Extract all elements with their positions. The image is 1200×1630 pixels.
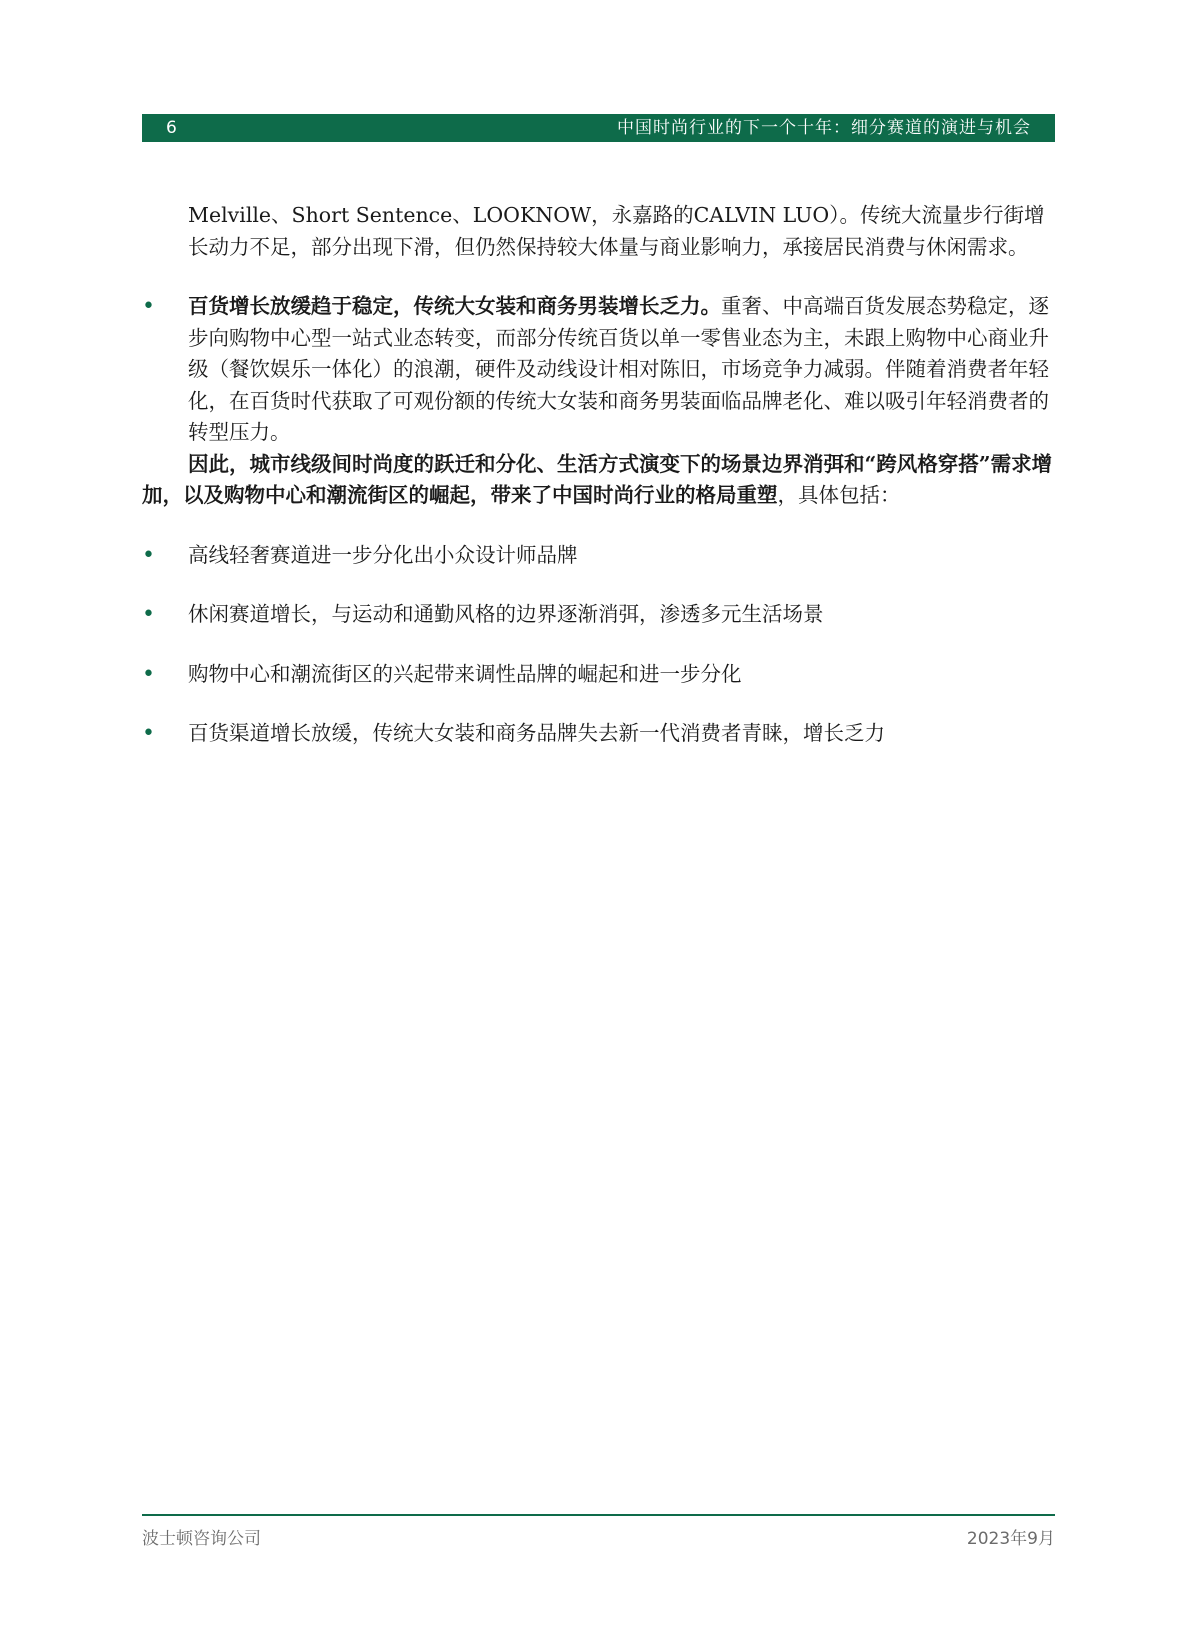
footer-company: 波士顿咨询公司 xyxy=(142,1529,261,1549)
bullet-dot: • xyxy=(142,542,155,568)
report-title: 中国时尚行业的下一个十年：细分赛道的演进与机会 xyxy=(617,118,1031,138)
bullet-dot: • xyxy=(142,661,155,687)
conclusion-text: ，具体包括： xyxy=(777,483,901,507)
summary-bullet-text: 高线轻奢赛道进一步分化出小众设计师品牌 xyxy=(188,542,578,567)
conclusion-bold: 因此，城市线级间时尚度的跃迁和分化、生活方式演变下的场景边界消弭和“跨风格穿搭”需求增加，以及购物中心和潮流街区的崛起，带来了中国时尚行业的格局重塑 xyxy=(142,451,1053,507)
footer-date: 2023年9月 xyxy=(966,1529,1055,1549)
bullet-heading: 百货增长放缓趋于稳定，传统大女装和商务男装增长乏力。 xyxy=(188,294,721,318)
summary-bullet-3 xyxy=(142,659,1055,691)
page-number: 6 xyxy=(166,118,177,138)
bullet-text: 重奢、中高端百货发展态势稳定，逐步向购物中心型一站式业态转变，而部分传统百货以单一零售业态为主，未跟上购物中心商业升级（餐饮娱乐一体化）的浪潮，硬件及动线设计相对陈旧，市场竞争力减弱。伴随着消费者年轻化，在百货时代获取了可观份额的传统大女装和商务男装面临品牌老化、难以吸引年轻消费者的转型压力。 xyxy=(188,294,1049,444)
summary-bullet-text: 休闲赛道增长，与运动和通勤风格的边界逐渐消弭，渗透多元生活场景 xyxy=(188,602,824,626)
conclusion-paragraph xyxy=(142,449,1055,512)
summary-bullet-text: 百货渠道增长放缓，传统大女装和商务品牌失去新一代消费者青睐，增长乏力 xyxy=(188,721,885,745)
bullet-department-store xyxy=(142,291,1055,449)
page-header-bar xyxy=(142,114,1055,142)
page-content xyxy=(142,200,1055,750)
summary-bullet-2 xyxy=(142,599,1055,631)
bullet-dot: • xyxy=(142,602,155,627)
footer-divider xyxy=(142,1514,1055,1516)
bullet-dot: • xyxy=(142,294,155,319)
continued-paragraph: Melville、Short Sentence、LOOKNOW，永嘉路的CALVIN LUO）。传统大流量步行街增长动力不足，部分出现下滑，但仍然保持较大体量与商业影响力，承接居民消费与休闲需求。 xyxy=(188,203,1045,259)
summary-bullet-text: 购物中心和潮流街区的兴起带来调性品牌的崛起和进一步分化 xyxy=(188,661,742,686)
summary-bullet-4 xyxy=(142,718,1055,750)
summary-bullet-1 xyxy=(142,540,1055,572)
bullet-dot: • xyxy=(142,721,155,746)
